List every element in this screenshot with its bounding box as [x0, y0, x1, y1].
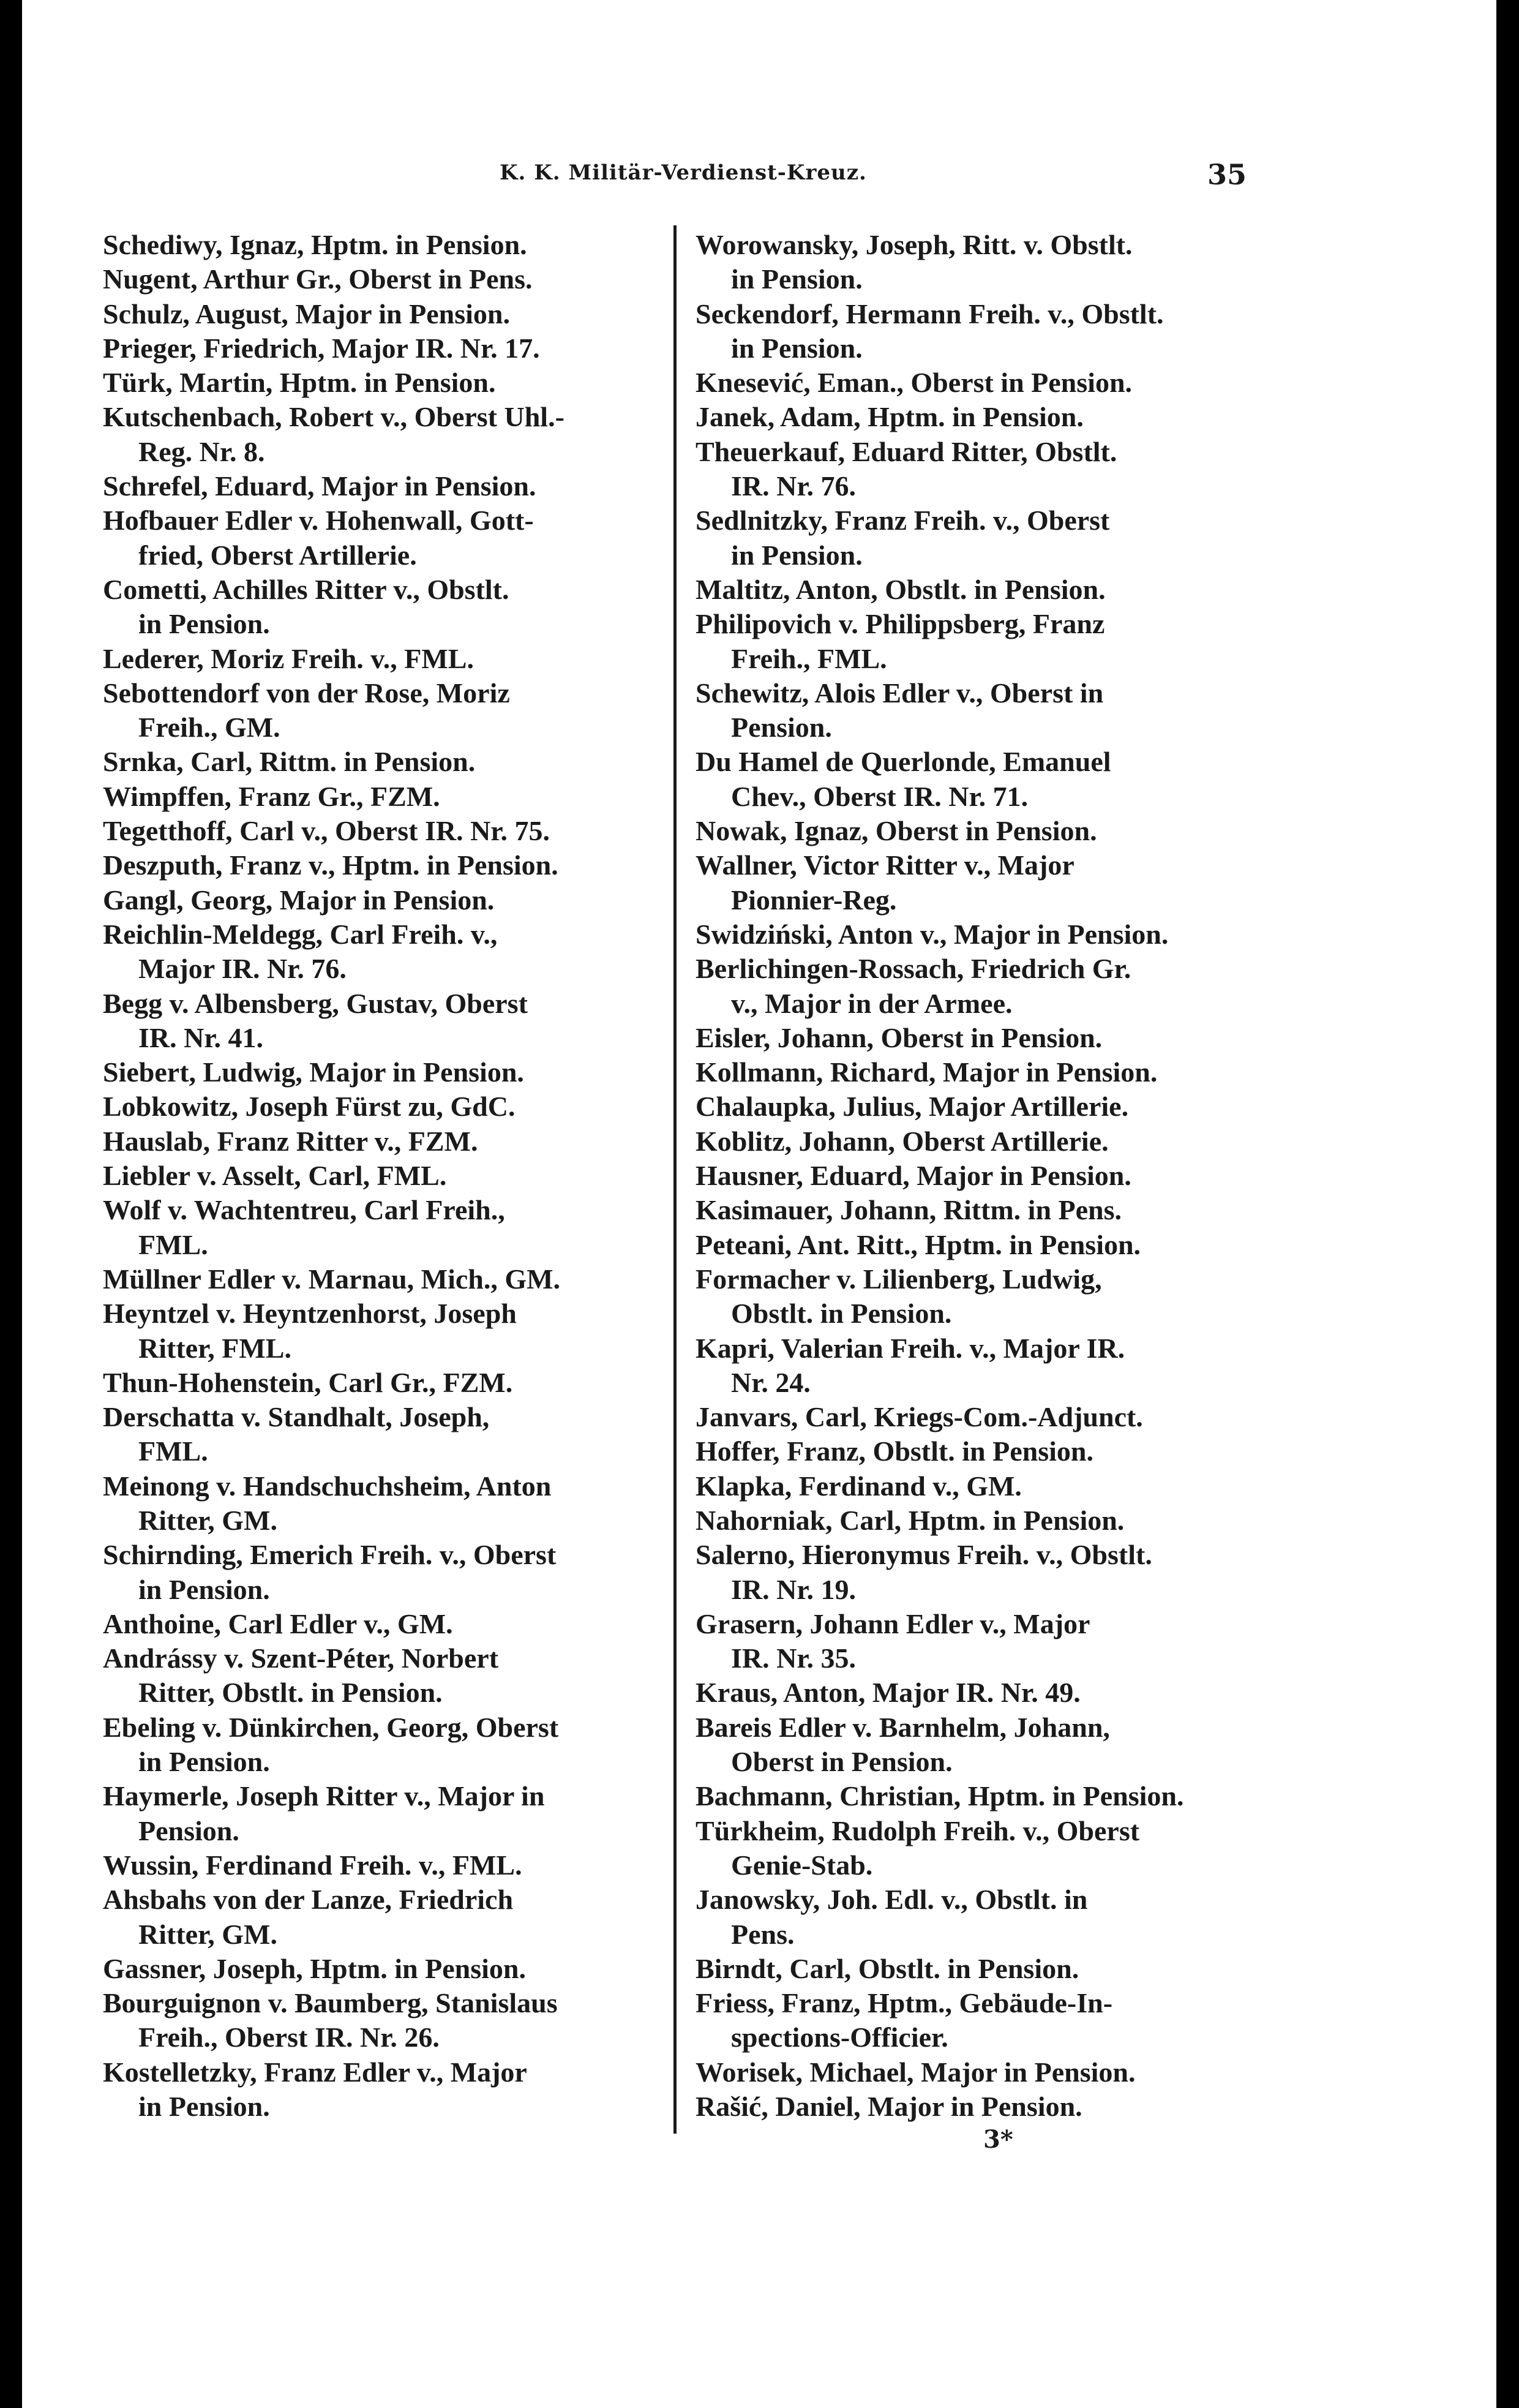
- entry-continuation: FML.: [138, 1228, 208, 1260]
- entry-continuation: Oberst in Pension.: [731, 1746, 953, 1778]
- list-entry: [696, 917, 1274, 952]
- signature-mark: 3*: [983, 2125, 1013, 2154]
- list-entry: [103, 1641, 681, 1710]
- entry-continuation: in Pension.: [731, 539, 863, 571]
- entry-line: Schediwy, Ignaz, Hptm. in Pension.: [103, 229, 527, 260]
- entry-line: Ebeling v. Dünkirchen, Georg, Oberst: [103, 1711, 559, 1743]
- entry-line: Salerno, Hieronymus Freih. v., Obstlt.: [696, 1539, 1152, 1571]
- list-entry: [103, 1779, 681, 1848]
- list-entry: [696, 1952, 1274, 1986]
- entry-line: Swidziński, Anton v., Major in Pension.: [696, 918, 1169, 950]
- entry-line: Worisek, Michael, Major in Pension.: [696, 2056, 1136, 2088]
- entry-line: Sedlnitzky, Franz Freih. v., Oberst: [696, 505, 1110, 536]
- list-entry: [103, 297, 681, 331]
- list-entry: [103, 228, 681, 262]
- list-entry: [696, 1814, 1274, 1883]
- entry-continuation: v., Major in der Armee.: [731, 987, 1013, 1019]
- entry-line: Siebert, Ludwig, Major in Pension.: [103, 1056, 524, 1088]
- entry-line: Worowansky, Joseph, Ritt. v. Obstlt.: [696, 229, 1133, 260]
- entry-continuation: Genie-Stab.: [731, 1849, 873, 1881]
- book-page: [22, 0, 1496, 2408]
- entry-line: Birndt, Carl, Obstlt. in Pension.: [696, 1952, 1079, 1984]
- list-entry: [103, 917, 681, 987]
- entry-line: Philipovich v. Philippsberg, Franz: [696, 608, 1105, 640]
- list-entry: [103, 1538, 681, 1607]
- entry-line: Berlichingen-Rossach, Friedrich Gr.: [696, 953, 1131, 985]
- entry-line: Begg v. Albensberg, Gustav, Oberst: [103, 987, 528, 1019]
- entry-continuation: Pens.: [731, 1918, 795, 1950]
- entry-line: Koblitz, Johann, Oberst Artillerie.: [696, 1125, 1109, 1157]
- entry-continuation: Ritter, GM.: [138, 1504, 277, 1536]
- column-divider: [673, 225, 677, 2134]
- list-entry: [696, 1400, 1274, 1434]
- left-column: [103, 228, 681, 2124]
- entry-continuation: IR. Nr. 19.: [731, 1573, 857, 1605]
- list-entry: [696, 745, 1274, 814]
- list-entry: [103, 780, 681, 814]
- entry-continuation: in Pension.: [731, 263, 863, 295]
- entry-line: Theuerkauf, Eduard Ritter, Obstlt.: [696, 435, 1117, 467]
- running-title: K. K. Militär-Verdienst-Kreuz.: [500, 160, 867, 185]
- list-entry: [696, 1469, 1274, 1503]
- entry-line: Wimpffen, Franz Gr., FZM.: [103, 780, 440, 812]
- entry-line: Janowsky, Joh. Edl. v., Obstlt. in: [696, 1884, 1088, 1916]
- list-entry: [103, 1848, 681, 1883]
- entry-line: Peteani, Ant. Ritt., Hptm. in Pension.: [696, 1228, 1141, 1260]
- list-entry: [103, 331, 681, 366]
- list-entry: [696, 1883, 1274, 1952]
- entry-line: Nugent, Arthur Gr., Oberst in Pens.: [103, 263, 533, 295]
- entry-continuation: Obstlt. in Pension.: [731, 1298, 952, 1330]
- entry-continuation: Freih., Oberst IR. Nr. 26.: [138, 2022, 440, 2053]
- list-entry: [696, 1986, 1274, 2055]
- list-entry: [696, 1538, 1274, 1607]
- list-entry: [696, 1228, 1274, 1262]
- entry-continuation: Pension.: [731, 712, 832, 743]
- entry-line: Gassner, Joseph, Hptm. in Pension.: [103, 1952, 526, 1984]
- entry-line: Wussin, Ferdinand Freih. v., FML.: [103, 1849, 522, 1881]
- entry-line: Liebler v. Asselt, Carl, FML.: [103, 1160, 447, 1192]
- entry-line: Lobkowitz, Joseph Fürst zu, GdC.: [103, 1091, 516, 1123]
- entry-line: Reichlin-Meldegg, Carl Freih. v.,: [103, 918, 498, 950]
- list-entry: [103, 1366, 681, 1400]
- entry-line: Grasern, Johann Edler v., Major: [696, 1608, 1090, 1639]
- entry-line: Nahorniak, Carl, Hptm. in Pension.: [696, 1504, 1125, 1536]
- list-entry: [103, 1952, 681, 1986]
- entry-line: Eisler, Johann, Oberst in Pension.: [696, 1022, 1103, 1053]
- entry-line: Türk, Martin, Hptm. in Pension.: [103, 367, 496, 399]
- entry-line: Kostelletzky, Franz Edler v., Major: [103, 2056, 527, 2088]
- entry-line: Müllner Edler v. Marnau, Mich., GM.: [103, 1263, 561, 1295]
- entry-line: Cometti, Achilles Ritter v., Obstlt.: [103, 573, 509, 605]
- list-entry: [696, 503, 1274, 573]
- list-entry: [103, 1469, 681, 1538]
- list-entry: [103, 1883, 681, 1952]
- list-entry: [696, 2090, 1274, 2124]
- list-entry: [103, 814, 681, 848]
- list-entry: [696, 228, 1274, 297]
- page-header: [22, 158, 1496, 201]
- list-entry: [696, 1055, 1274, 1089]
- list-entry: [696, 1676, 1274, 1710]
- list-entry: [696, 607, 1274, 676]
- list-entry: [696, 366, 1274, 400]
- list-entry: [103, 1986, 681, 2055]
- entry-continuation: in Pension.: [138, 2091, 270, 2123]
- list-entry: [696, 400, 1274, 434]
- entry-continuation: fried, Oberst Artillerie.: [138, 539, 417, 571]
- entry-continuation: spections-Officier.: [731, 2022, 948, 2053]
- list-entry: [103, 469, 681, 503]
- list-entry: [696, 1193, 1274, 1227]
- list-entry: [103, 503, 681, 573]
- entry-line: Gangl, Georg, Major in Pension.: [103, 884, 495, 916]
- list-entry: [696, 676, 1274, 745]
- entry-line: Schirnding, Emerich Freih. v., Oberst: [103, 1539, 557, 1571]
- list-entry: [696, 1124, 1274, 1159]
- list-entry: [103, 1055, 681, 1089]
- entry-continuation: Ritter, FML.: [138, 1332, 291, 1364]
- list-entry: [696, 297, 1274, 366]
- list-entry: [696, 952, 1274, 1021]
- list-entry: [696, 848, 1274, 917]
- entry-line: Hofbauer Edler v. Hohenwall, Gott-: [103, 505, 534, 536]
- entry-line: Klapka, Ferdinand v., GM.: [696, 1470, 1022, 1502]
- entry-continuation: Major IR. Nr. 76.: [138, 953, 347, 985]
- entry-line: Andrássy v. Szent-Péter, Norbert: [103, 1642, 499, 1674]
- entry-continuation: Pension.: [138, 1815, 239, 1846]
- entry-line: Kutschenbach, Robert v., Oberst Uhl.-: [103, 401, 564, 433]
- list-entry: [696, 1331, 1274, 1401]
- entry-continuation: in Pension.: [138, 1746, 270, 1778]
- list-entry: [103, 987, 681, 1056]
- entry-continuation: in Pension.: [731, 332, 863, 364]
- entry-line: Bareis Edler v. Barnhelm, Johann,: [696, 1711, 1110, 1743]
- list-entry: [696, 1021, 1274, 1055]
- list-entry: [696, 573, 1274, 607]
- list-entry: [103, 1607, 681, 1641]
- entry-line: Schulz, August, Major in Pension.: [103, 298, 510, 329]
- list-entry: [103, 1193, 681, 1262]
- entry-line: Friess, Franz, Hptm., Gebäude-In-: [696, 1987, 1113, 2019]
- entry-continuation: Nr. 24.: [731, 1366, 811, 1398]
- entry-line: Kasimauer, Johann, Rittm. in Pens.: [696, 1194, 1122, 1226]
- entry-continuation: Pionnier-Reg.: [731, 884, 897, 916]
- list-entry: [103, 883, 681, 917]
- list-entry: [103, 366, 681, 400]
- entry-line: Knesević, Eman., Oberst in Pension.: [696, 367, 1133, 399]
- list-entry: [696, 1434, 1274, 1469]
- entry-line: Du Hamel de Querlonde, Emanuel: [696, 746, 1111, 778]
- entry-line: Hausner, Eduard, Major in Pension.: [696, 1160, 1131, 1192]
- entry-line: Bachmann, Christian, Hptm. in Pension.: [696, 1780, 1184, 1812]
- entry-continuation: IR. Nr. 41.: [138, 1022, 264, 1053]
- list-entry: [696, 435, 1274, 504]
- entry-continuation: FML.: [138, 1435, 208, 1467]
- entry-line: Ahsbahs von der Lanze, Friedrich: [103, 1884, 514, 1916]
- entry-line: Janvars, Carl, Kriegs-Com.-Adjunct.: [696, 1401, 1143, 1433]
- right-column: [696, 228, 1274, 2124]
- entry-line: Thun-Hohenstein, Carl Gr., FZM.: [103, 1366, 513, 1398]
- list-entry: [696, 1710, 1274, 1780]
- entry-line: Formacher v. Lilienberg, Ludwig,: [696, 1263, 1102, 1295]
- list-entry: [103, 1710, 681, 1780]
- entry-line: Tegetthoff, Carl v., Oberst IR. Nr. 75.: [103, 815, 550, 847]
- entry-line: Schrefel, Eduard, Major in Pension.: [103, 470, 536, 502]
- entry-line: Wallner, Victor Ritter v., Major: [696, 849, 1075, 881]
- entry-line: Prieger, Friedrich, Major IR. Nr. 17.: [103, 332, 540, 364]
- list-entry: [103, 676, 681, 745]
- list-entry: [103, 262, 681, 296]
- entry-line: Rašić, Daniel, Major in Pension.: [696, 2091, 1082, 2123]
- list-entry: [103, 745, 681, 779]
- entry-continuation: in Pension.: [138, 1573, 270, 1605]
- entry-line: Schewitz, Alois Edler v., Oberst in: [696, 677, 1104, 709]
- list-entry: [103, 1159, 681, 1193]
- entry-line: Bourguignon v. Baumberg, Stanislaus: [103, 1987, 558, 2019]
- list-entry: [696, 814, 1274, 848]
- entry-line: Wolf v. Wachtentreu, Carl Freih.,: [103, 1194, 505, 1226]
- entry-line: Haymerle, Joseph Ritter v., Major in: [103, 1780, 545, 1812]
- list-entry: [696, 1607, 1274, 1676]
- entry-line: Derschatta v. Standhalt, Joseph,: [103, 1401, 490, 1433]
- entry-line: Heyntzel v. Heyntzenhorst, Joseph: [103, 1298, 517, 1330]
- entry-continuation: Freih., GM.: [138, 712, 280, 743]
- entry-continuation: IR. Nr. 76.: [731, 470, 857, 502]
- entry-line: Seckendorf, Hermann Freih. v., Obstlt.: [696, 298, 1164, 329]
- entry-continuation: Chev., Oberst IR. Nr. 71.: [731, 780, 1029, 812]
- entry-line: Kollmann, Richard, Major in Pension.: [696, 1056, 1158, 1088]
- entry-continuation: Freih., FML.: [731, 642, 887, 674]
- entry-line: Janek, Adam, Hptm. in Pension.: [696, 401, 1084, 433]
- list-entry: [103, 1400, 681, 1469]
- entry-line: Deszputh, Franz v., Hptm. in Pension.: [103, 849, 558, 881]
- list-entry: [103, 642, 681, 676]
- entry-line: Srnka, Carl, Rittm. in Pension.: [103, 746, 476, 778]
- page-number: 35: [1207, 158, 1247, 191]
- entry-continuation: Reg. Nr. 8.: [138, 435, 265, 467]
- entry-line: Meinong v. Handschuchsheim, Anton: [103, 1470, 552, 1502]
- list-entry: [696, 2055, 1274, 2090]
- entry-line: Kraus, Anton, Major IR. Nr. 49.: [696, 1677, 1081, 1709]
- entry-line: Hauslab, Franz Ritter v., FZM.: [103, 1125, 478, 1157]
- list-entry: [696, 1159, 1274, 1193]
- list-entry: [696, 1089, 1274, 1124]
- entry-continuation: Ritter, GM.: [138, 1918, 277, 1950]
- list-entry: [103, 848, 681, 882]
- entry-line: Nowak, Ignaz, Oberst in Pension.: [696, 815, 1097, 847]
- entry-line: Hoffer, Franz, Obstlt. in Pension.: [696, 1435, 1093, 1467]
- list-entry: [103, 1124, 681, 1159]
- entry-line: Maltitz, Anton, Obstlt. in Pension.: [696, 573, 1106, 605]
- entry-line: Chalaupka, Julius, Major Artillerie.: [696, 1091, 1129, 1123]
- entry-continuation: IR. Nr. 35.: [731, 1642, 857, 1674]
- list-entry: [103, 573, 681, 642]
- list-entry: [103, 1296, 681, 1366]
- entry-line: Lederer, Moriz Freih. v., FML.: [103, 642, 474, 674]
- entry-line: Kapri, Valerian Freih. v., Major IR.: [696, 1332, 1125, 1364]
- list-entry: [103, 1089, 681, 1124]
- entry-continuation: in Pension.: [138, 608, 270, 640]
- entry-line: Anthoine, Carl Edler v., GM.: [103, 1608, 453, 1639]
- list-entry: [103, 2055, 681, 2124]
- entry-line: Sebottendorf von der Rose, Moriz: [103, 677, 510, 709]
- list-entry: [103, 1262, 681, 1296]
- list-entry: [696, 1262, 1274, 1331]
- list-entry: [696, 1779, 1274, 1813]
- entry-continuation: Ritter, Obstlt. in Pension.: [138, 1677, 443, 1709]
- list-entry: [696, 1503, 1274, 1538]
- list-entry: [103, 400, 681, 469]
- entry-line: Türkheim, Rudolph Freih. v., Oberst: [696, 1815, 1140, 1846]
